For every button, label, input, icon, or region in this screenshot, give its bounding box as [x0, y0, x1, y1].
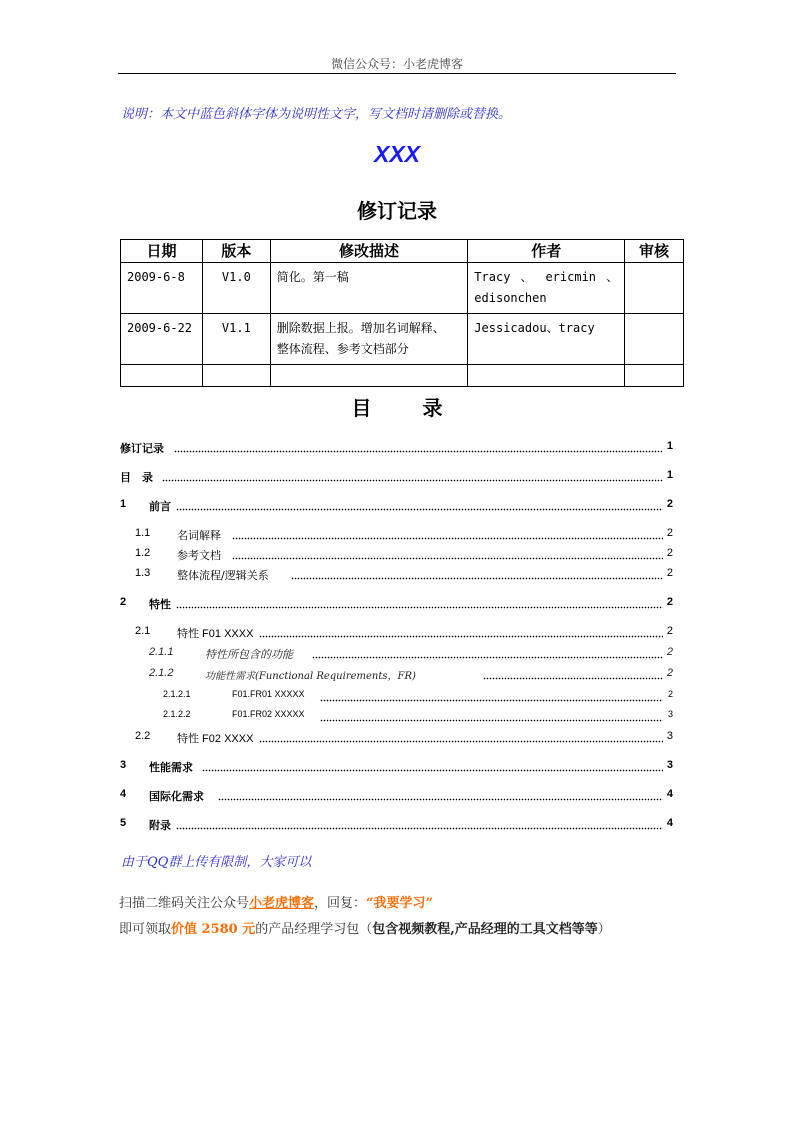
toc-entry-page: 3 [666, 759, 673, 771]
toc-entry[interactable] [0, 469, 794, 485]
toc-entry[interactable] [0, 667, 794, 683]
toc-entry-label: 参考文档 [177, 549, 221, 562]
cell-empty [270, 365, 468, 387]
toc-entry[interactable] [0, 547, 794, 563]
toc-entry-page: 3 [666, 730, 673, 742]
table-header-row [121, 240, 684, 263]
instruction-note: 说明：本文中蓝色斜体字体为说明性文字，写文档时请删除或替换。 [121, 107, 512, 122]
table-row [121, 314, 684, 365]
cell-version: V1.0 [202, 263, 270, 314]
promo-text: 即可领取 [119, 922, 172, 937]
toc-leader-dots [312, 646, 663, 660]
toc-title: 目 录 [351, 396, 465, 420]
table-row-empty [121, 365, 684, 387]
promo-text: 扫描二维码关注公众号 [119, 896, 250, 911]
toc-leader-dots [483, 667, 663, 681]
toc-leader-dots [176, 817, 663, 831]
toc-entry-page: 2 [666, 547, 673, 559]
reply-keyword: “我要学习” [366, 896, 434, 911]
toc-entry-number: 2.1.2.2 [163, 709, 191, 719]
value-highlight: 价值 2580 元 [171, 922, 256, 937]
toc-leader-dots [176, 596, 663, 610]
toc-entry[interactable] [0, 596, 794, 612]
toc-entry-label: 整体流程/逻辑关系 [177, 569, 269, 582]
col-header-date: 日期 [121, 240, 203, 263]
toc-entry[interactable] [0, 730, 794, 746]
toc-entry-page: 1 [666, 469, 673, 481]
document-title: XXX [373, 141, 421, 167]
toc-entry-page: 2 [666, 567, 673, 579]
cell-empty [468, 365, 625, 387]
toc-entry[interactable] [0, 567, 794, 583]
cell-empty [625, 365, 684, 387]
toc-entry-number: 1.2 [135, 547, 151, 559]
toc-entry[interactable] [0, 759, 794, 775]
promo-text: 的产品经理学习包（ [255, 922, 373, 937]
toc-entry-label: 特性 [149, 598, 171, 611]
toc-leader-dots [174, 440, 663, 454]
toc-entry-page: 4 [666, 817, 673, 829]
col-header-author: 作者 [468, 240, 625, 263]
cell-author: Jessicadou、tracy [468, 314, 625, 365]
header-rule [118, 73, 676, 74]
toc-entry-number: 1.3 [135, 567, 151, 579]
toc-leader-dots [202, 759, 663, 773]
upload-limit-note: 由于QQ群上传有限制，大家可以 [121, 855, 312, 870]
toc-entry-number: 2.1.2.1 [163, 689, 191, 699]
toc-entry-number: 2.1.2 [149, 667, 174, 679]
author-line: edisonchen [474, 291, 547, 305]
toc-leader-dots [162, 469, 663, 483]
toc-entry-label: 特性所包含的功能 [205, 648, 293, 661]
toc-entry-label: 前言 [149, 500, 171, 513]
promo-line-2 [119, 918, 611, 937]
toc-entry-label: 特性 F02 XXXX [177, 733, 254, 745]
toc-entry-label: 名词解释 [177, 529, 221, 542]
toc-entry-page: 2 [666, 625, 673, 637]
cell-author [468, 263, 625, 314]
toc-leader-dots [291, 567, 663, 581]
toc-entry-page: 2 [667, 689, 673, 699]
toc-entry-number: 3 [120, 759, 127, 771]
cell-version: V1.1 [202, 314, 270, 365]
toc-leader-dots [232, 527, 663, 541]
toc-entry-page: 2 [666, 527, 673, 539]
description-line: 删除数据上报。增加名词解释、 [276, 321, 445, 335]
col-header-review: 审核 [625, 240, 684, 263]
toc-entry-page: 4 [666, 788, 673, 800]
toc-entry-number: 2 [120, 596, 127, 608]
toc-entry-page: 2 [666, 667, 673, 679]
cell-review [625, 263, 684, 314]
promo-line-1 [119, 892, 433, 911]
revision-section-title: 修订记录 [357, 199, 437, 223]
cell-description [270, 314, 468, 365]
toc-entry[interactable] [0, 625, 794, 641]
toc-entry-page: 2 [666, 596, 673, 608]
toc-entry-label: 性能需求 [149, 761, 193, 774]
toc-leader-dots [232, 547, 663, 561]
package-contents: 包含视频教程,产品经理的工具文档等等 [372, 922, 598, 937]
cell-empty [121, 365, 203, 387]
toc-entry-page: 3 [667, 709, 673, 719]
toc-entry-label: 功能性需求(Functional Requirements，FR) [205, 671, 416, 682]
toc-leader-dots [259, 625, 663, 639]
toc-entry[interactable] [0, 689, 794, 705]
toc-entry[interactable] [0, 498, 794, 514]
toc-leader-dots [259, 730, 663, 744]
toc-entry-number: 2.1.1 [149, 646, 174, 658]
toc-entry-page: 2 [666, 498, 673, 510]
cell-empty [202, 365, 270, 387]
toc-entry-label: 修订记录 [120, 442, 164, 455]
toc-entry[interactable] [0, 817, 794, 833]
toc-entry-number: 1 [120, 498, 127, 510]
toc-leader-dots [320, 709, 663, 723]
toc-entry-label: 目 录 [120, 471, 153, 484]
toc-entry-label: 特性 F01 XXXX [177, 628, 254, 640]
description-line: 整体流程、参考文档部分 [276, 342, 409, 356]
toc-entry-label: F01.FR02 XXXXX [232, 709, 305, 719]
author-line: Tracy 、 ericmin 、 [474, 270, 619, 284]
toc-entry-label: 附录 [149, 819, 171, 832]
toc-entry-number: 5 [120, 817, 127, 829]
revision-table [120, 239, 684, 387]
toc-leader-dots [218, 788, 663, 802]
promo-text: ） [597, 922, 611, 937]
toc-entry-label: 国际化需求 [149, 790, 204, 803]
toc-entry-page: 1 [666, 440, 673, 452]
promo-text: ，回复： [314, 896, 367, 911]
cell-description: 简化。第一稿 [270, 263, 468, 314]
toc-entry-number: 4 [120, 788, 127, 800]
toc-entry[interactable] [0, 527, 794, 543]
toc-entry-number: 2.2 [135, 730, 151, 742]
page-header: 微信公众号：小老虎博客 [330, 57, 463, 71]
toc-entry-label: F01.FR01 XXXXX [232, 689, 305, 699]
table-row [121, 263, 684, 314]
toc-entry-number: 2.1 [135, 625, 151, 637]
toc-entry[interactable] [0, 646, 794, 662]
cell-date: 2009-6-22 [121, 314, 203, 365]
toc-entry[interactable] [0, 788, 794, 804]
cell-date: 2009-6-8 [121, 263, 203, 314]
toc-entry-number: 1.1 [135, 527, 151, 539]
toc-entry[interactable] [0, 440, 794, 456]
account-name-link[interactable]: 小老虎博客 [249, 896, 315, 911]
toc-entry-page: 2 [666, 646, 673, 658]
toc-leader-dots [176, 498, 663, 512]
toc-leader-dots [320, 689, 663, 703]
cell-review [625, 314, 684, 365]
toc-entry[interactable] [0, 709, 794, 725]
col-header-version: 版本 [202, 240, 270, 263]
col-header-description: 修改描述 [270, 240, 468, 263]
